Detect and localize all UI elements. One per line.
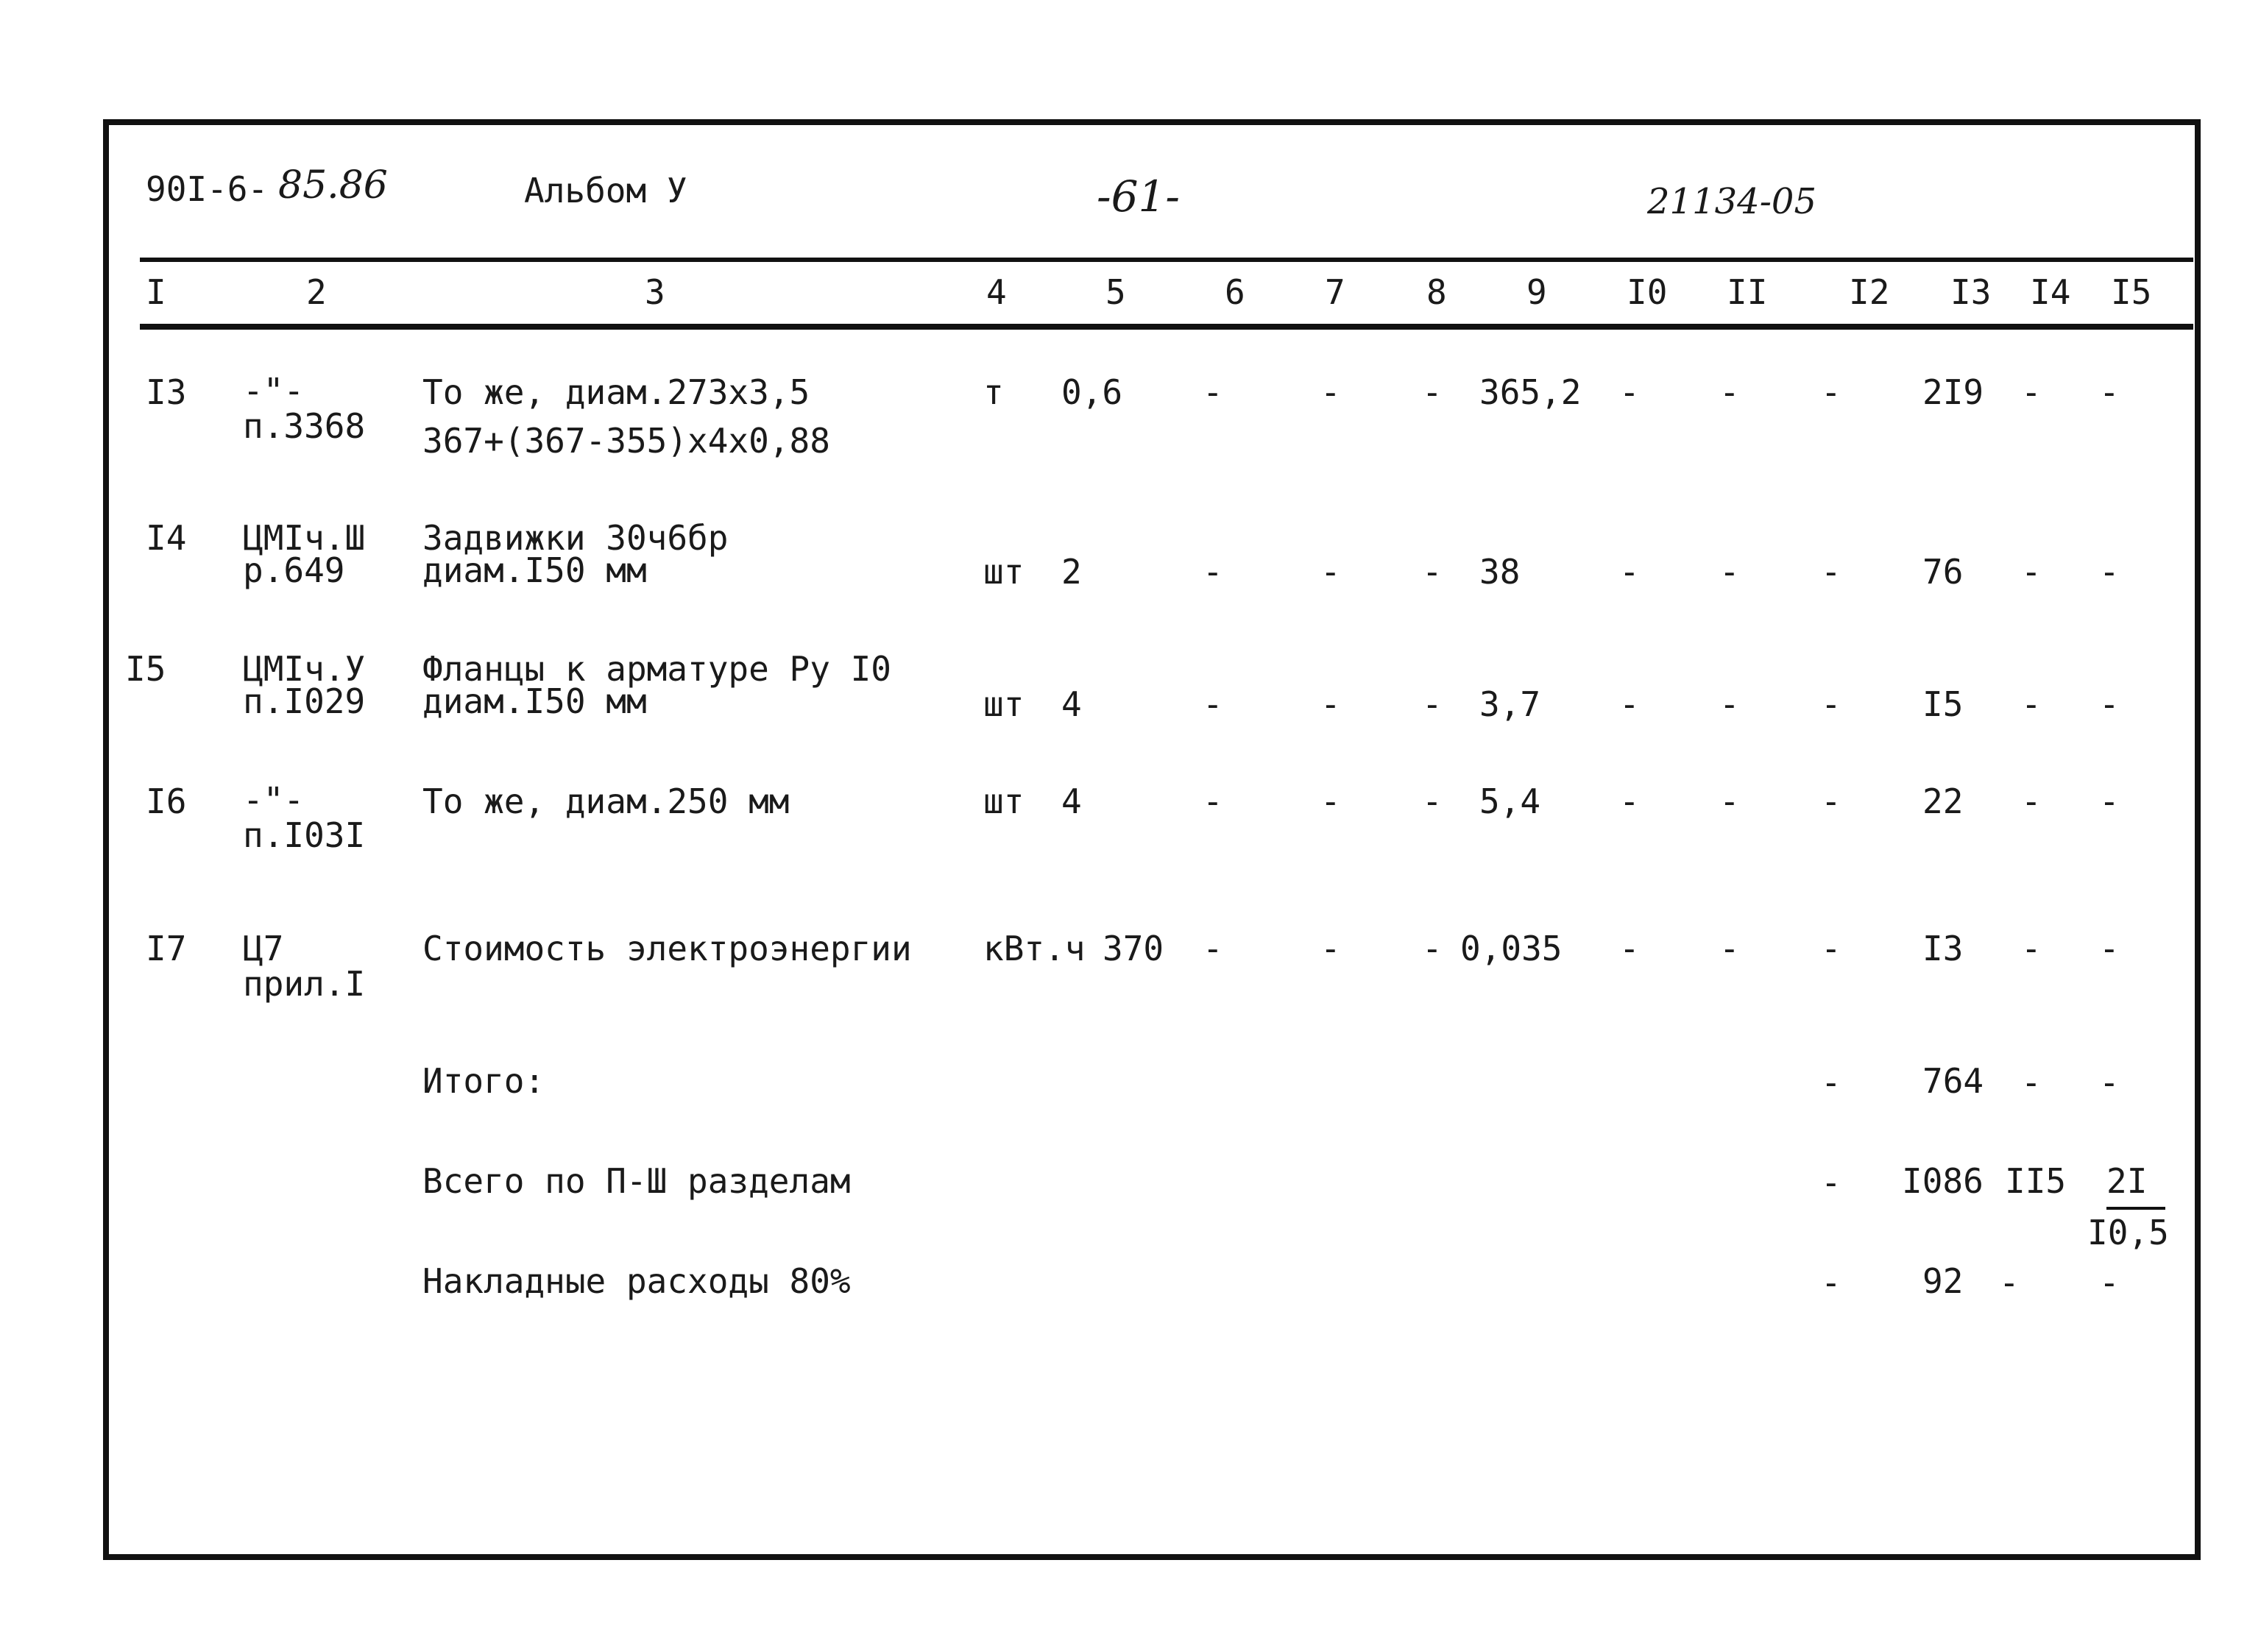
row-cell: - [1422, 929, 1443, 968]
row-cell: - [2021, 781, 2042, 821]
row-cell: - [1320, 552, 1341, 592]
row-unit: т [983, 372, 1004, 412]
page-frame [103, 119, 2201, 1560]
row-reference: ЦМIч.У [243, 649, 366, 689]
row-cell: - [2099, 1063, 2120, 1102]
column-number: 6 [1225, 272, 1245, 312]
column-number: I0 [1627, 272, 1668, 312]
row-cell: - [1422, 372, 1443, 412]
row-cell: - [1320, 929, 1341, 968]
row-cell: - [2099, 1263, 2120, 1302]
column-number: I [146, 272, 166, 312]
row-description: То же, диам.250 мм [422, 781, 790, 821]
row-cell: - [1619, 372, 1640, 412]
doc-code-handwritten: 85.86 [278, 163, 388, 208]
row-cell: - [1719, 781, 1740, 821]
row-cell: - [1821, 1063, 1841, 1102]
row-quantity: 4 [1061, 781, 1082, 821]
total-cost: I086 [1902, 1161, 1984, 1201]
header-rule-bottom [140, 324, 2193, 330]
row-cell: - [2021, 684, 2042, 724]
row-description: То же, диам.273х3,5 [422, 372, 810, 412]
doc-code-prefix: 90I-6- [146, 169, 269, 209]
row-cell: - [1719, 929, 1740, 968]
row-cell: - [1619, 929, 1640, 968]
column-number: 9 [1526, 272, 1547, 312]
row-reference: п.3368 [243, 406, 366, 446]
row-description: диам.I50 мм [422, 681, 647, 721]
row-unit: шт [983, 781, 1025, 821]
row-description: диам.I50 мм [422, 550, 647, 590]
page-number: -61- [1097, 171, 1180, 221]
row-cell: - [1821, 552, 1841, 592]
column-number: II [1727, 272, 1768, 312]
column-number: 8 [1426, 272, 1447, 312]
row-cell: - [1999, 1263, 2020, 1302]
row-cell: - [1203, 781, 1223, 821]
row-cell: - [1422, 552, 1443, 592]
row-cell: - [2021, 552, 2042, 592]
total-cost: 92 [1922, 1261, 1964, 1301]
row-cell: - [1320, 372, 1341, 412]
row-cell: - [2021, 929, 2042, 968]
row-quantity: 370 [1103, 929, 1164, 968]
total-cost-fraction-bottom: I0,5 [2087, 1213, 2169, 1252]
row-description: Задвижки 30ч6бр [422, 518, 729, 558]
row-cell: - [2099, 929, 2120, 968]
row-cost: 22 [1922, 781, 1964, 821]
row-number: I3 [146, 372, 187, 412]
row-description: Фланцы к арматуре Ру I0 [422, 649, 891, 689]
row-cell: - [1619, 684, 1640, 724]
row-reference: п.I029 [243, 681, 366, 721]
row-cell: - [1320, 684, 1341, 724]
row-reference: р.649 [243, 550, 345, 590]
row-quantity: 0,6 [1061, 372, 1123, 412]
row-cost: I5 [1922, 684, 1964, 724]
row-cell: - [2099, 372, 2120, 412]
total-label: Всего по П-Ш разделам [422, 1161, 851, 1201]
row-number: I6 [146, 781, 187, 821]
column-number: 2 [306, 272, 327, 312]
row-cell: - [2099, 552, 2120, 592]
column-number: I2 [1849, 272, 1890, 312]
column-number: I5 [2111, 272, 2152, 312]
row-price: 5,4 [1479, 781, 1541, 821]
row-reference: -"- [243, 371, 305, 411]
row-cell: - [1719, 372, 1740, 412]
column-number: I4 [2030, 272, 2071, 312]
row-cell: - [1422, 781, 1443, 821]
row-cell: - [2021, 1063, 2042, 1102]
row-unit: шт [983, 684, 1025, 724]
row-cell: - [1203, 552, 1223, 592]
project-code: 21134-05 [1647, 181, 1816, 222]
row-cell: - [1821, 684, 1841, 724]
row-quantity: 4 [1061, 684, 1082, 724]
row-reference: -"- [243, 780, 305, 820]
row-cell: - [1203, 929, 1223, 968]
total-cost: II5 [2005, 1161, 2067, 1201]
row-cell: - [1203, 372, 1223, 412]
row-cell: - [2099, 781, 2120, 821]
row-cell: - [2099, 684, 2120, 724]
row-cell: - [1821, 929, 1841, 968]
total-cost-fraction-top: 2I [2106, 1161, 2148, 1201]
row-reference: ЦМIч.Ш [243, 518, 366, 558]
row-price: 365,2 [1479, 372, 1582, 412]
column-number: I3 [1950, 272, 1992, 312]
row-description: Стоимость электроэнергии [422, 929, 912, 968]
row-cost: 76 [1922, 552, 1964, 592]
row-cost: I3 [1922, 929, 1964, 968]
column-number: 4 [986, 272, 1007, 312]
column-number: 5 [1105, 272, 1126, 312]
row-description: 367+(367-355)х4х0,88 [422, 421, 830, 461]
row-cell: - [2021, 372, 2042, 412]
row-cell: - [1719, 684, 1740, 724]
column-number: 3 [645, 272, 665, 312]
total-label: Итого: [422, 1061, 545, 1101]
album-label: Альбом У [524, 171, 687, 210]
row-number: I5 [125, 649, 166, 689]
row-number: I7 [146, 929, 187, 968]
row-cost: 2I9 [1922, 372, 1984, 412]
row-number: I4 [146, 518, 187, 558]
row-cell: - [1619, 781, 1640, 821]
row-price: 3,7 [1479, 684, 1541, 724]
total-label: Накладные расходы 80% [422, 1261, 851, 1301]
fraction-line [2106, 1207, 2165, 1210]
row-cell: - [1619, 552, 1640, 592]
row-unit: шт [983, 552, 1025, 592]
row-cell: - [1821, 1263, 1841, 1302]
total-cost: 764 [1922, 1061, 1984, 1101]
row-reference: Ц7 [243, 929, 284, 968]
row-cell: - [1821, 781, 1841, 821]
row-cell: - [1422, 684, 1443, 724]
row-cell: - [1320, 781, 1341, 821]
row-reference: п.I03I [243, 815, 366, 855]
column-number: 7 [1325, 272, 1345, 312]
row-unit: кВт.ч [983, 929, 1086, 968]
header-rule-top [140, 258, 2193, 262]
row-cell: - [1821, 372, 1841, 412]
row-price: 0,035 [1460, 929, 1563, 968]
row-cell: - [1719, 552, 1740, 592]
row-quantity: 2 [1061, 552, 1082, 592]
row-cell: - [1821, 1163, 1841, 1202]
row-cell: - [1203, 684, 1223, 724]
row-price: 38 [1479, 552, 1521, 592]
row-reference: прил.I [243, 964, 366, 1004]
